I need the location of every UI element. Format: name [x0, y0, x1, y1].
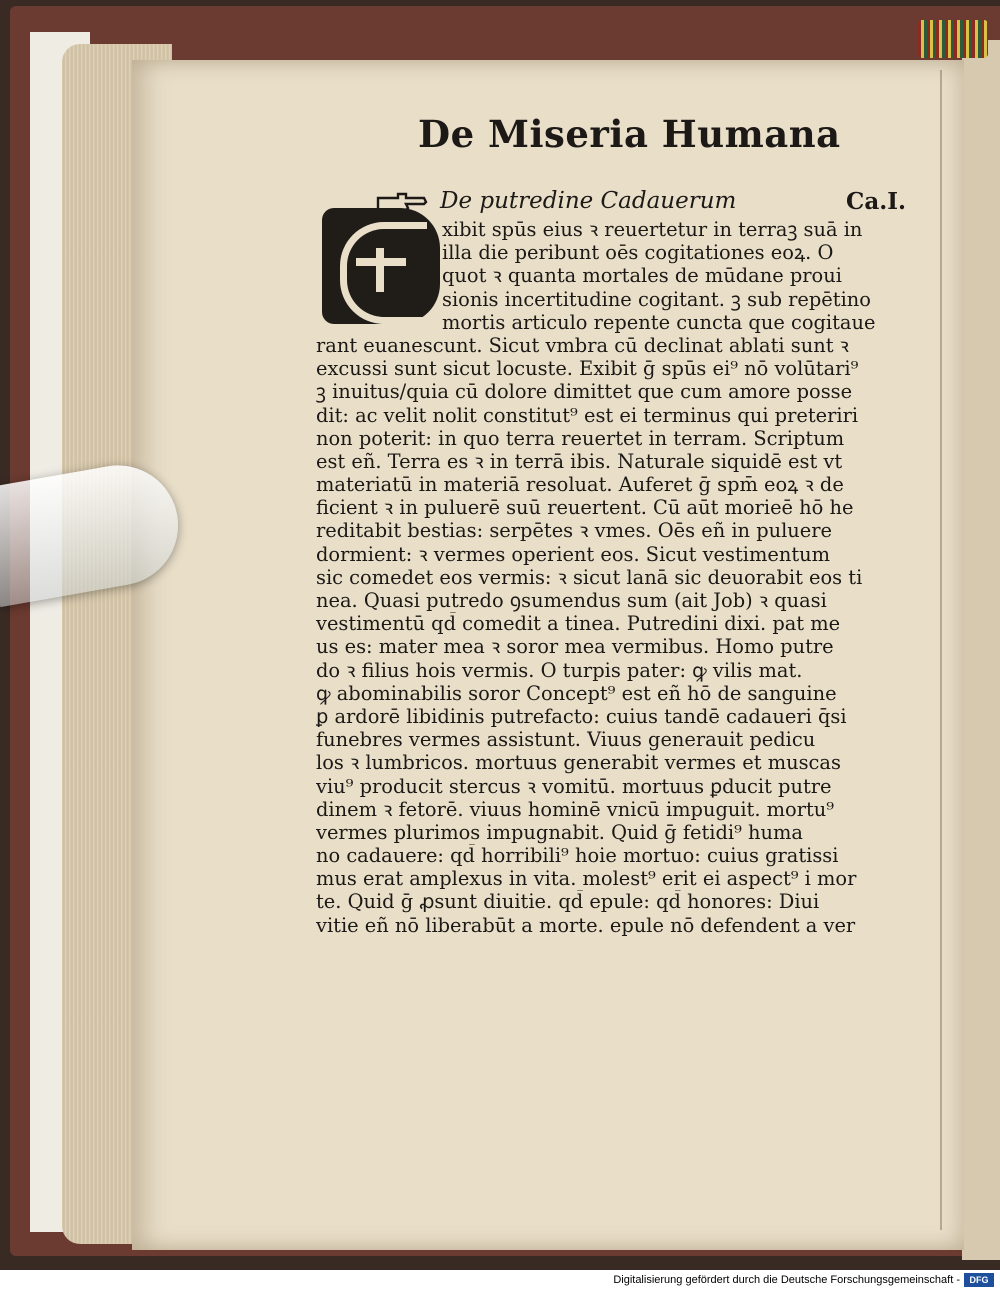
facing-page-edge	[962, 40, 1000, 1260]
text-line: ꝑ ardorē libidinis putrefacto: cuius tandē cadaueri q̄si	[316, 704, 847, 728]
text-line: funebres vermes assistunt. Viuus generauit pedicu	[316, 728, 816, 752]
digitization-credit	[0, 1272, 1000, 1291]
text-line: dit: ac velit nolit constitut⁹ est ei terminus qui preteriri	[316, 403, 859, 427]
text-line: te. Quid ḡ ꝓsunt diuitie. qd̄ epule: qd̄ honores: Diui	[316, 890, 820, 914]
text-line: nea. Quasi putredo ꝯsumendus sum (ait Job) ꝛ quasi	[316, 589, 827, 612]
text-line: vestimentū qd̄ comedit a tinea. Putredini dixi. pat me	[316, 612, 841, 636]
credit-text: Digitalisierung gefördert durch die Deutsche Forschungsgemeinschaft -	[613, 1274, 960, 1286]
text-line: ficient ꝛ in puluerē suū reuertent. Cū aūt morieē hō he	[316, 496, 854, 520]
text-line: quot ꝛ quanta mortales de mūdane proui	[442, 264, 842, 288]
text-line: sic comedet eos vermis: ꝛ sicut lanā sic deuorabit eos ti	[316, 565, 863, 589]
text-line: dormient: ꝛ vermes operient eos. Sicut vestimentum	[316, 542, 830, 566]
body-text	[316, 218, 898, 937]
text-line: los ꝛ lumbricos. mortuus generabit vermes et muscas	[316, 751, 841, 775]
text-line: illa die peribunt oēs cogitationes eoꝝ. O	[442, 241, 834, 265]
text-line: excussi sunt sicut locuste. Exibit ḡ spūs ei⁹ nō volūtari⁹	[316, 357, 859, 381]
running-title: De Miseria Humana	[418, 112, 841, 156]
text-line: reditabit bestias: serpētes ꝛ vmes. Oēs eñ in puluere	[316, 519, 833, 543]
text-line: mus erat amplexus in vita. molest⁹ erit ei aspect⁹ i mor	[316, 867, 857, 891]
text-line: xibit spūs eius ꝛ reuertetur in terraꝫ suā in	[442, 218, 863, 241]
dfg-logo: DFG	[964, 1273, 994, 1287]
text-line: sionis incertitudine cogitant. ꝫ sub repētino	[442, 287, 871, 311]
text-line: no cadauere: qd̄ horribili⁹ hoie mortuo: cuius gratissi	[316, 844, 839, 868]
text-line: materiatū in materiā resoluat. Auferet ḡ spm̄ eoꝝ ꝛ de	[316, 473, 844, 497]
chapter-number: Ca.I.	[846, 188, 906, 215]
text-line: do ꝛ filius hois vermis. O turpis pater: ꝙ vilis mat.	[316, 658, 803, 682]
text-line: ꝙ abominabilis soror Concept⁹ est eñ hō de sanguine	[316, 681, 837, 705]
chapter-heading	[376, 188, 906, 222]
text-line: dinem ꝛ fetorē. viuus hominē vnicū impuguit. mortu⁹	[316, 797, 835, 821]
text-line: vermes plurimos impugnabit. Quid ḡ fetidi⁹ huma	[316, 820, 803, 844]
text-line: non poterit: in quo terra reuertet in terram. Scriptum	[316, 426, 845, 450]
text-line: vitie eñ nō liberabūt a morte. epule nō defendent a ver	[316, 913, 856, 937]
text-line: us es: mater mea ꝛ soror mea vermibus. Homo putre	[316, 635, 834, 659]
text-line: mortis articulo repente cuncta que cogitaue	[442, 310, 876, 334]
text-line: viu⁹ producit stercus ꝛ vomitū. mortuus ꝑducit putre	[316, 774, 832, 798]
chapter-title: De putredine Cadauerum	[440, 188, 737, 214]
bookmark-ribbon	[918, 20, 988, 58]
page-gutter	[940, 70, 942, 1230]
text-line: ꝫ inuitus/quia cū dolore dimittet que cum amore posse	[316, 380, 853, 404]
text-line: rant euanescunt. Sicut vmbra cū declinat ablati sunt ꝛ	[316, 333, 849, 357]
text-line: est eñ. Terra es ꝛ in terrā ibis. Naturale siquidē est vt	[316, 449, 843, 473]
